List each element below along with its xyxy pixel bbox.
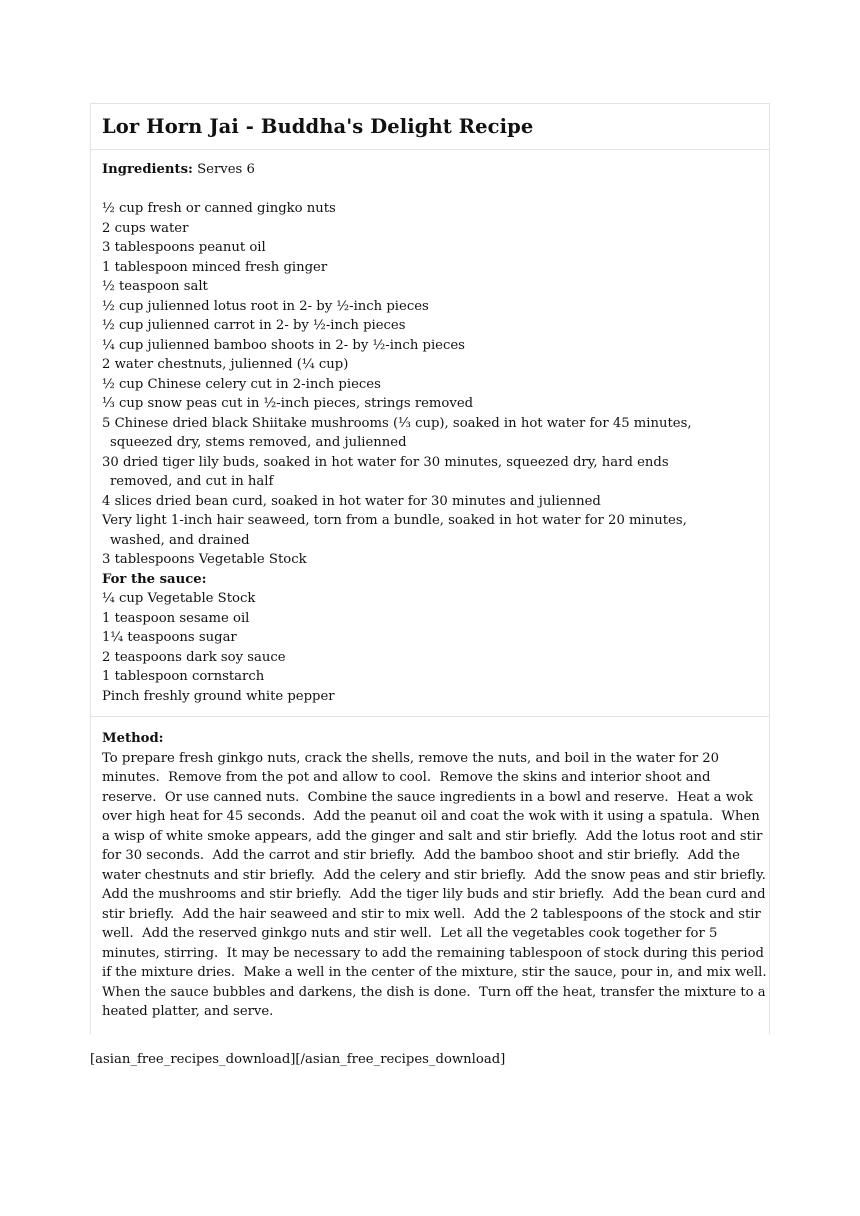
sauce-ingredient-list — [102, 589, 758, 706]
ingredient-item — [102, 355, 758, 375]
ingredient-item — [102, 336, 758, 356]
ingredient-line: 3 tablespoons Vegetable Stock — [102, 552, 307, 567]
sauce-ingredient-item: 2 teaspoons dark soy sauce — [102, 649, 286, 665]
title-row — [91, 104, 769, 150]
ingredient-line: 2 water chestnuts, julienned (¼ cup) — [102, 357, 349, 372]
method-line: To prepare fresh ginkgo nuts, crack the shells, remove the nuts, and boil in the water for 20 — [102, 750, 719, 766]
ingredient-item — [102, 277, 758, 297]
ingredient-line: 30 dried tiger lily buds, soaked in hot water for 30 minutes, squeezed dry, hard ends — [102, 454, 669, 470]
method-line: a wisp of white smoke appears, add the ginger and salt and stir briefly. Add the lotus root and stir — [102, 828, 763, 844]
method-line: for 30 seconds. Add the carrot and stir briefly. Add the bamboo shoot and stir briefly. Add the — [102, 848, 740, 863]
method-line: When the sauce bubbles and darkens, the dish is done. Turn off the heat, transfer the mixture to a — [102, 984, 766, 1000]
ingredient-item — [102, 375, 758, 395]
ingredient-item — [102, 297, 758, 317]
method-line: stir briefly. Add the hair seaweed and stir to mix well. Add the 2 tablespoons of the stock and stir — [102, 906, 761, 922]
ingredient-item — [102, 199, 758, 219]
method-line: Add the mushrooms and stir briefly. Add the tiger lily buds and stir briefly. Add the bean curd and — [102, 887, 766, 902]
ingredient-item — [102, 511, 758, 550]
ingredient-item — [102, 238, 758, 258]
ingredient-line: ½ cup Chinese celery cut in 2-inch pieces — [102, 376, 381, 392]
method-line: heated platter, and serve. — [102, 1004, 274, 1019]
ingredient-item — [102, 414, 758, 453]
ingredient-item — [102, 453, 758, 492]
ingredients-section — [91, 150, 769, 717]
ingredient-list — [102, 199, 758, 570]
ingredient-item — [102, 492, 758, 512]
ingredient-item — [102, 394, 758, 414]
ingredient-line: 1 tablespoon minced fresh ginger — [102, 259, 328, 275]
ingredient-line: 3 tablespoons peanut oil — [102, 240, 266, 255]
method-heading: Method: — [102, 731, 164, 746]
ingredient-item — [102, 316, 758, 336]
serves-text: Serves 6 — [192, 162, 255, 177]
ingredient-item — [102, 258, 758, 278]
ingredient-line: ½ teaspoon salt — [102, 279, 208, 294]
sauce-ingredient-item: Pinch freshly ground white pepper — [102, 688, 335, 704]
method-text — [102, 749, 767, 1022]
sauce-ingredient-item: ¼ cup Vegetable Stock — [102, 591, 256, 606]
method-line: minutes, stirring. It may be necessary to add the remaining tablespoon of stock during this period — [102, 945, 764, 961]
recipe-card — [90, 103, 770, 1034]
ingredient-item — [102, 550, 758, 570]
sauce-ingredient-item: 1 teaspoon sesame oil — [102, 610, 250, 626]
sauce-ingredient-item: 1 tablespoon cornstarch — [102, 669, 265, 684]
sauce-heading: For the sauce: — [102, 571, 207, 587]
ingredient-item — [102, 219, 758, 239]
recipe-title: Lor Horn Jai - Buddha's Delight Recipe — [102, 115, 534, 138]
ingredient-line: ¼ cup julienned bamboo shoots in 2- by ½-inch pieces — [102, 337, 465, 353]
ingredients-heading: Ingredients: — [102, 162, 193, 177]
method-line: over high heat for 45 seconds. Add the peanut oil and coat the wok with it using a spatula. When — [102, 809, 760, 824]
ingredients-header — [102, 160, 758, 180]
ingredient-line-continued: washed, and drained — [110, 532, 250, 548]
method-line: water chestnuts and stir briefly. Add the celery and stir briefly. Add the snow peas and stir briefly. — [102, 867, 766, 883]
ingredient-line-continued: squeezed dry, stems removed, and julienned — [110, 435, 407, 450]
ingredient-line: 2 cups water — [102, 220, 189, 236]
sauce-ingredient-item: 1¼ teaspoons sugar — [102, 630, 237, 645]
ingredient-line-continued: removed, and cut in half — [110, 474, 274, 489]
method-line: if the mixture dries. Make a well in the center of the mixture, stir the sauce, pour in, and mix well. — [102, 965, 767, 980]
method-line: well. Add the reserved ginkgo nuts and stir well. Let all the vegetables cook together for 5 — [102, 926, 718, 941]
method-line: minutes. Remove from the pot and allow to cool. Remove the skins and interior shoot and — [102, 770, 711, 785]
ingredient-line: ⅓ cup snow peas cut in ½-inch pieces, strings removed — [102, 396, 474, 411]
method-line: reserve. Or use canned nuts. Combine the sauce ingredients in a bowl and reserve. Heat a wok — [102, 789, 753, 805]
ingredient-line: 5 Chinese dried black Shiitake mushrooms (⅓ cup), soaked in hot water for 45 minutes, — [102, 415, 692, 431]
method-section — [91, 717, 769, 1034]
ingredient-line: ½ cup julienned lotus root in 2- by ½-inch pieces — [102, 298, 429, 314]
ingredient-line: ½ cup julienned carrot in 2- by ½-inch pieces — [102, 318, 406, 333]
ingredient-line: 4 slices dried bean curd, soaked in hot water for 30 minutes and julienned — [102, 493, 601, 509]
ingredient-line: ½ cup fresh or canned gingko nuts — [102, 201, 336, 216]
ingredient-line: Very light 1-inch hair seaweed, torn from a bundle, soaked in hot water for 20 minutes, — [102, 513, 687, 528]
download-shortcode: [asian_free_recipes_download][/asian_free_recipes_download] — [90, 1052, 506, 1067]
